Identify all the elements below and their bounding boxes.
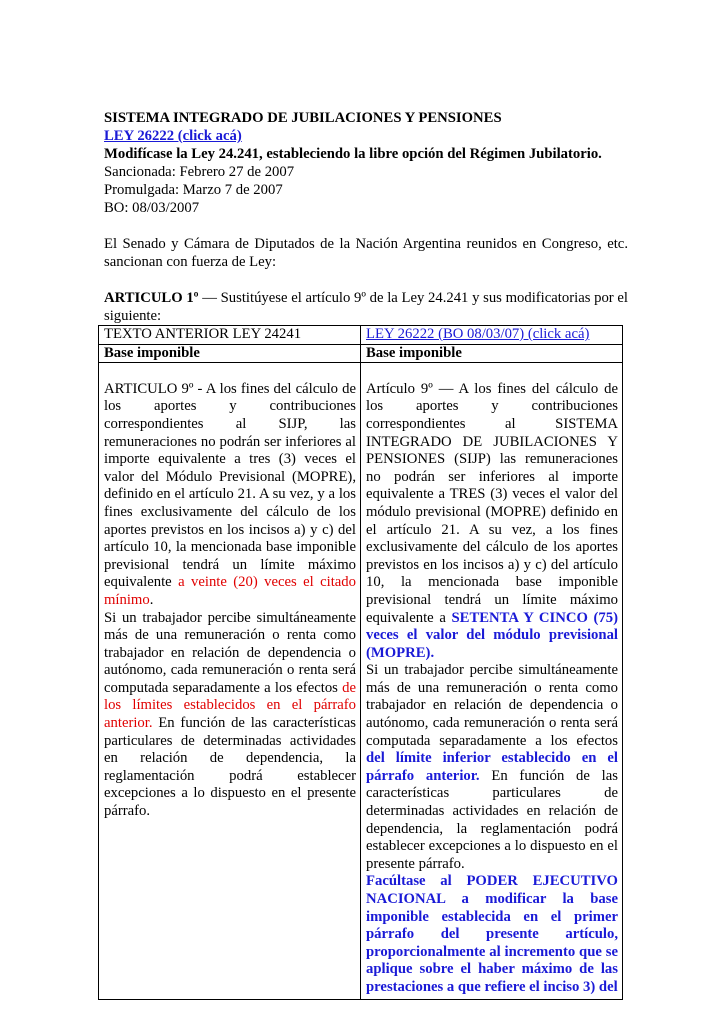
left-body-cell bbox=[99, 363, 361, 1000]
left-header: TEXTO ANTERIOR LEY 24241 bbox=[104, 326, 302, 342]
table-subheader-row bbox=[99, 344, 623, 363]
article-paragraph bbox=[104, 289, 628, 325]
system-title: SISTEMA INTEGRADO DE JUBILACIONES Y PENSIONES bbox=[104, 110, 502, 126]
right-subheader: Base imponible bbox=[366, 344, 462, 361]
left-p2-red: de los límites establecidos en el párrafo anterior. bbox=[104, 679, 356, 732]
right-p2-text: Si un trabajador percibe simultáneamente más de una remuneración o renta como trabajador en relación de dependencia o autónomo, cada remuneración o renta será computada separadamente a los efectos bbox=[366, 662, 618, 749]
intro-paragraph: El Senado y Cámara de Diputados de la Nación Argentina reunidos en Congreso, etc. sancionan con fuerza de Ley: bbox=[104, 236, 628, 270]
table-header-row bbox=[99, 326, 623, 345]
right-paragraph-1 bbox=[366, 381, 618, 663]
article-label: ARTICULO 1º bbox=[104, 290, 199, 306]
law-header-link-wrapper bbox=[104, 127, 628, 145]
law-subtitle: Modifícase la Ley 24.241, estableciendo la libre opción del Régimen Jubilatorio. bbox=[104, 146, 602, 162]
law-link[interactable]: LEY 26222 (click acá) bbox=[104, 128, 242, 144]
right-p2-text-b: En función de las características particulares de determinadas actividades en relación de dependencia, la reglamentación podrá establecer excepciones a lo dispuesto en el presente párrafo. bbox=[366, 767, 618, 872]
left-p1-text: ARTICULO 9º - A los fines del cálculo de los aportes y contribuciones correspondientes al SIJP, las remuneraciones no podrán ser inferiores al importe equivalente a tres (3) veces el valor del Módulo Previsional (MOPRE), definido en el artículo 21. A su vez, y a los fines exclusivamente del cálculo de los aportes previstos en los incisos a) y c) del artículo 10, la mencionada base imponible previsional tendrá un límite máximo equivalente bbox=[104, 380, 356, 591]
right-paragraph-2 bbox=[366, 662, 618, 873]
right-subheader-cell bbox=[361, 344, 623, 363]
comparison-table bbox=[98, 325, 623, 1000]
right-body-cell bbox=[361, 363, 623, 1000]
left-p2-text: Si un trabajador percibe simultáneamente más de una remuneración o renta como trabajador en relación de dependencia o autónomo, cada remuneración o renta será computada separadamente a los efectos bbox=[104, 609, 356, 696]
table-body-row bbox=[99, 363, 623, 1000]
bo-date: BO: 08/03/2007 bbox=[104, 200, 200, 216]
promulgada-date: Promulgada: Marzo 7 de 2007 bbox=[104, 182, 283, 198]
document-page bbox=[104, 109, 628, 1000]
right-paragraph-3: Facúltase al PODER EJECUTIVO NACIONAL a modificar la base imponible establecida en el primer párrafo del presente artículo, proporcionalmente al incremento que se aplique sobre el haber máximo de las prestaciones a que refiere el inciso 3) del bbox=[366, 873, 618, 995]
sancionada-date: Sancionada: Febrero 27 de 2007 bbox=[104, 164, 295, 180]
left-p1-red: a veinte (20) veces el citado mínimo bbox=[104, 574, 356, 608]
right-p1-blue: SETENTA Y CINCO (75) veces el valor del módulo previsional (MOPRE). bbox=[366, 609, 618, 661]
left-header-cell bbox=[99, 326, 361, 345]
left-p2-text-b: En función de las características particulares de determinadas actividades en relación de dependencia, la reglamentación podrá establecer excepciones a lo dispuesto en el presente párrafo. bbox=[104, 715, 356, 820]
left-p1-end: . bbox=[149, 591, 154, 608]
right-header-cell bbox=[361, 326, 623, 345]
article-text: — Sustitúyese el artículo 9º de la Ley 24.241 y sus modificatorias por el siguiente: bbox=[104, 290, 628, 324]
right-p2-blue: del límite inferior establecido en el párrafo anterior. bbox=[366, 750, 618, 784]
right-header-link[interactable]: LEY 26222 (BO 08/03/07) (click acá) bbox=[366, 326, 590, 342]
right-p1-text: Artículo 9º — A los fines del cálculo de los aportes y contribuciones correspondientes al SISTEMA INTEGRADO DE JUBILACIONES Y PENSIONES (SIJP) las remuneraciones no podrán ser inferiores al importe equivalente a TRES (3) veces el valor del módulo previsional (MOPRE) definido en el artículo 21. A su vez, a los fines exclusivamente del cálculo de los aportes previstos en los incisos a) y c) del artículo 10, la mencionada base imponible previsional tendrá un límite máximo equivalente a bbox=[366, 380, 618, 626]
left-paragraph-2 bbox=[104, 610, 356, 821]
left-subheader: Base imponible bbox=[104, 344, 200, 361]
left-subheader-cell bbox=[99, 344, 361, 363]
left-paragraph-1 bbox=[104, 381, 356, 610]
